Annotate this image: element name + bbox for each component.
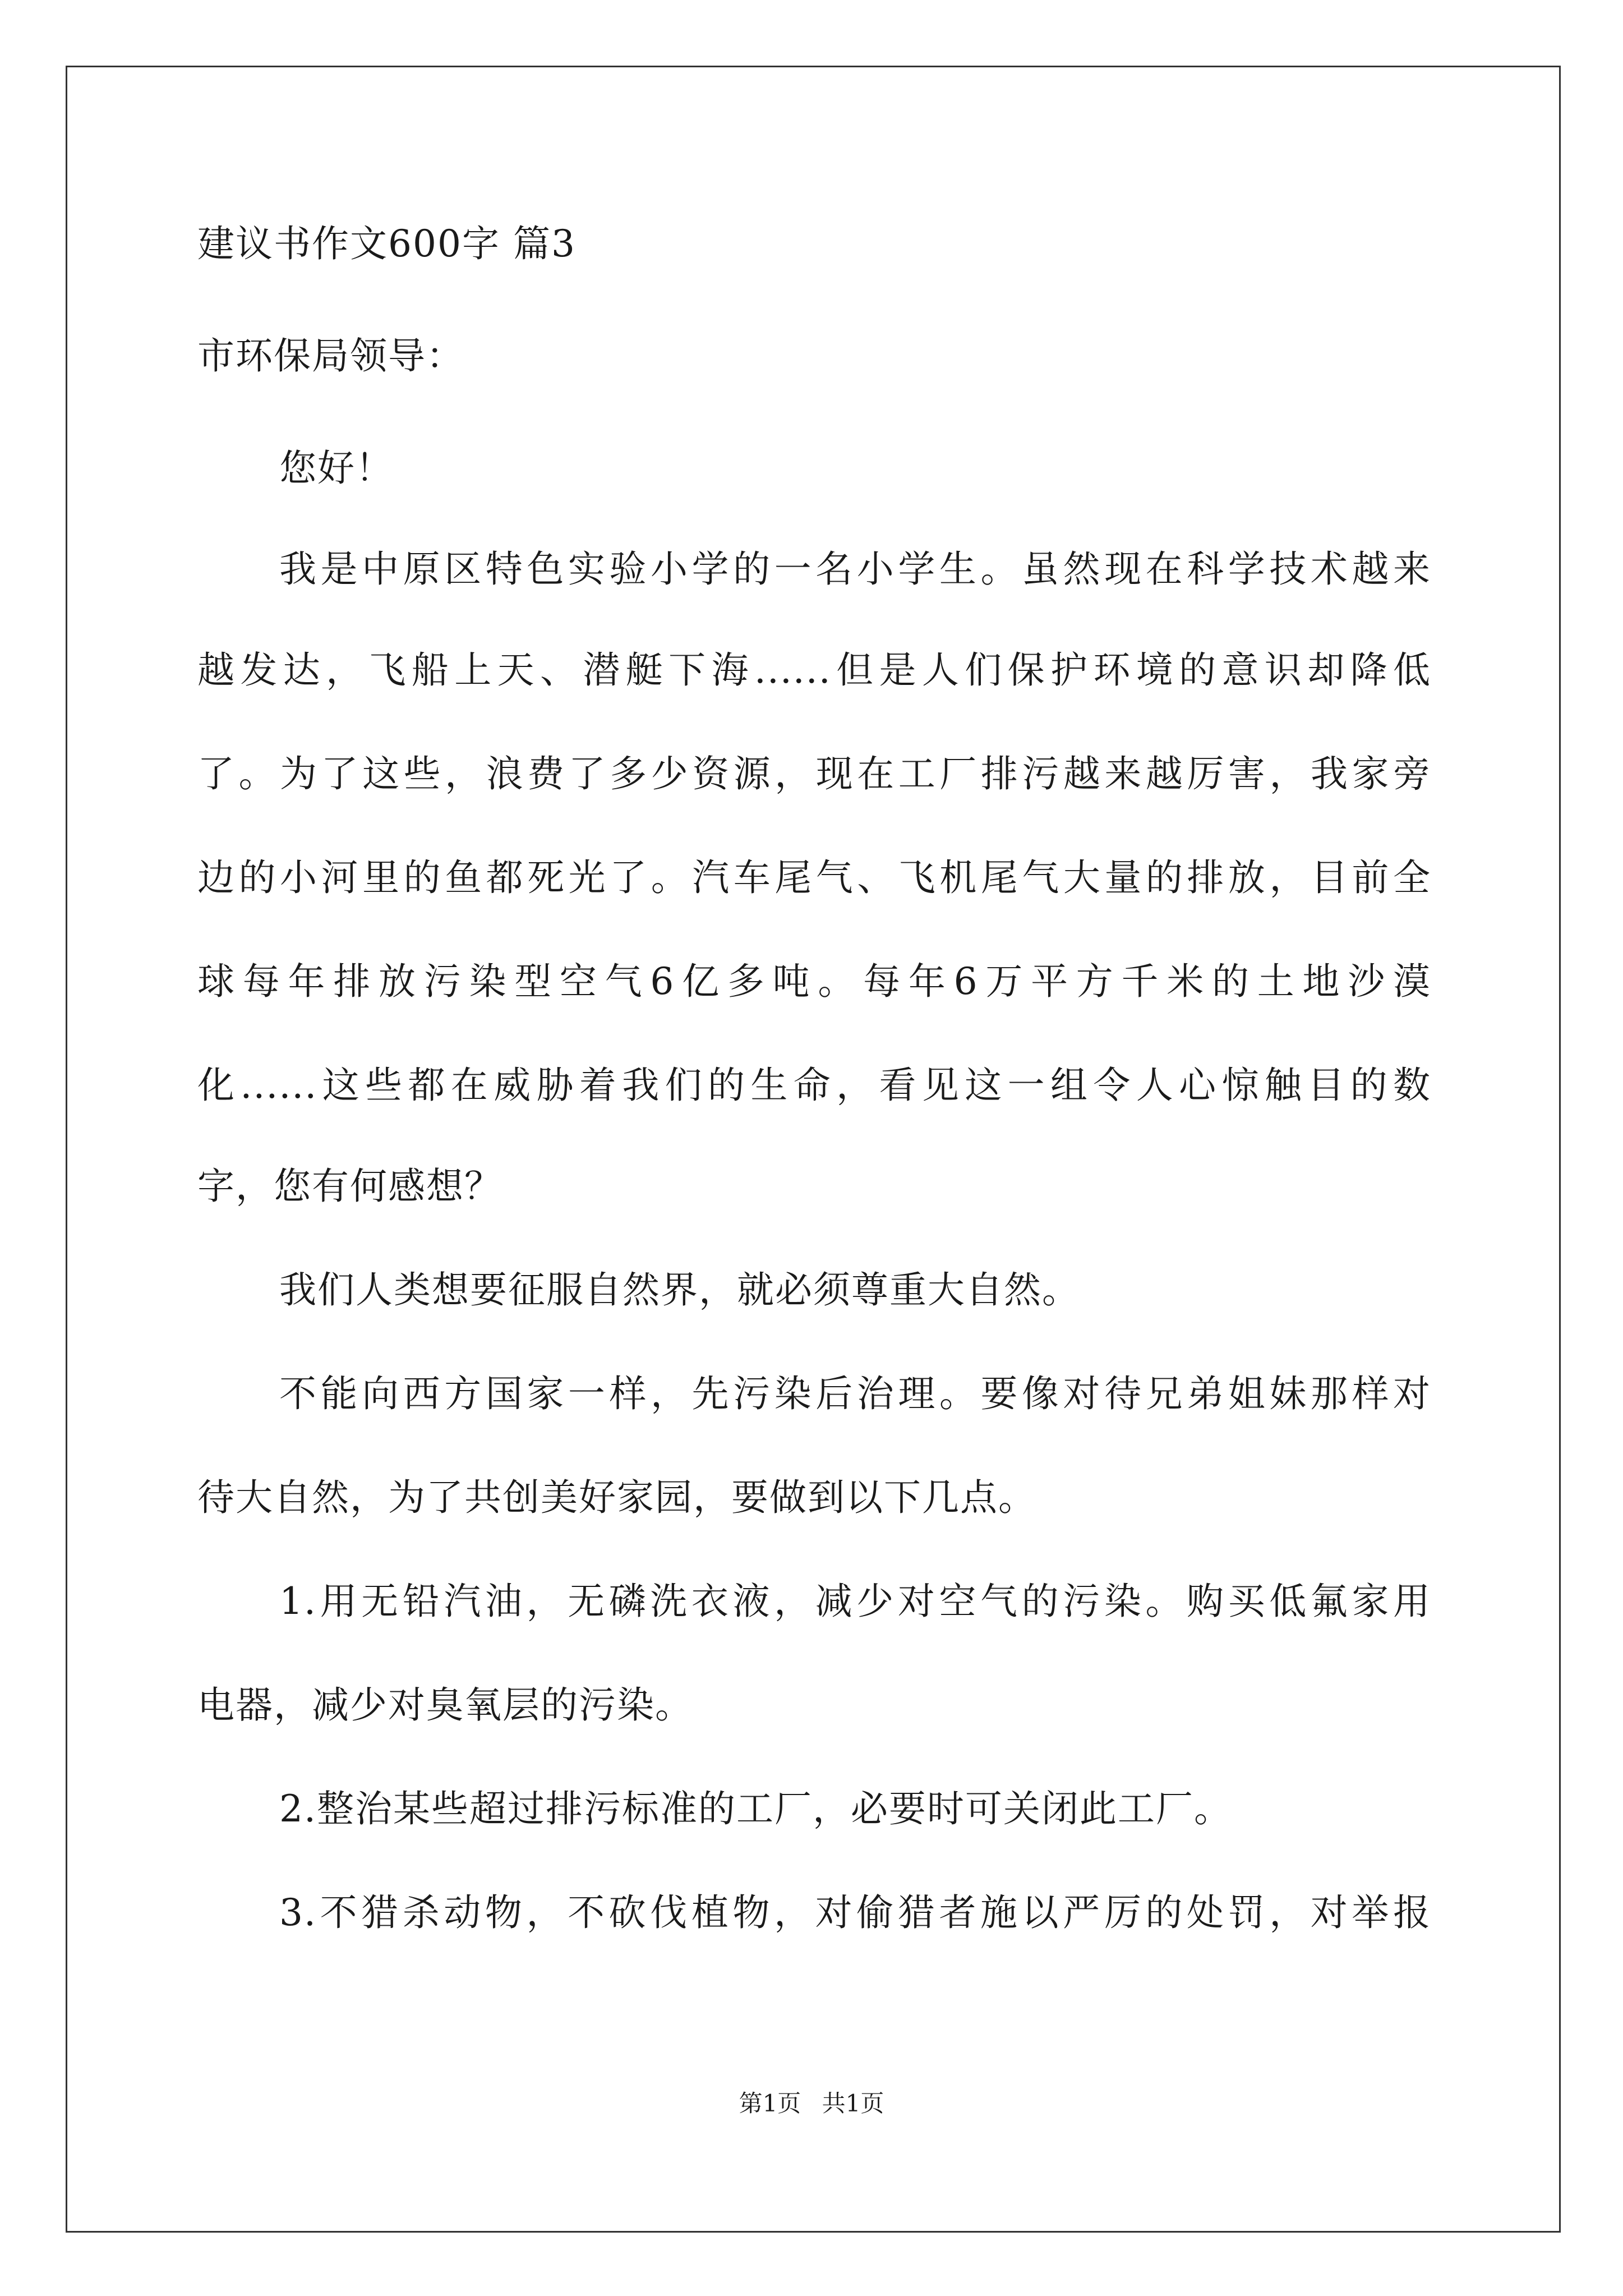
- paragraph-line: 化......这些都在威胁着我们的生命，看见这一组令人心惊触目的数: [197, 1064, 1431, 1107]
- page-footer: [0, 2087, 1623, 2120]
- page-total: 共1页: [822, 2090, 884, 2117]
- paragraph-line: 待大自然，为了共创美好家园，要做到以下几点。: [197, 1476, 1036, 1519]
- paragraph-line: 球每年排放污染型空气6亿多吨。每年6万平方千米的土地沙漠: [197, 960, 1431, 1003]
- paragraph-line: 了。为了这些，浪费了多少资源，现在工厂排污越来越厉害，我家旁: [197, 752, 1431, 795]
- paragraph-line: 边的小河里的鱼都死光了。汽车尾气、飞机尾气大量的排放，目前全: [197, 856, 1431, 899]
- paragraph-line: 字，您有何感想？: [197, 1165, 502, 1208]
- salutation: 市环保局领导：: [197, 334, 464, 378]
- list-item-line: 3.不猎杀动物，不砍伐植物，对偷猎者施以严厉的处罚，对举报: [279, 1891, 1431, 1934]
- list-item-line: 2.整治某些超过排污标准的工厂，必要时可关闭此工厂。: [279, 1787, 1232, 1830]
- paragraph-line: 越发达，飞船上天、潜艇下海......但是人们保护环境的意识却降低: [197, 648, 1431, 692]
- document-title: 建议书作文600字 篇3: [197, 222, 576, 265]
- paragraph-line: 我们人类想要征服自然界，就必须尊重大自然。: [279, 1268, 1080, 1312]
- page-number: 第1页: [739, 2090, 801, 2117]
- paragraph-line: 不能向西方国家一样，先污染后治理。要像对待兄弟姐妹那样对: [279, 1372, 1431, 1415]
- list-item-line: 电器，减少对臭氧层的污染。: [197, 1683, 693, 1727]
- greeting-line: 您好！: [279, 447, 394, 490]
- list-item-line: 1.用无铅汽油，无磷洗衣液，减少对空气的污染。购买低氟家用: [279, 1580, 1431, 1623]
- paragraph-line: 我是中原区特色实验小学的一名小学生。虽然现在科学技术越来: [279, 547, 1431, 591]
